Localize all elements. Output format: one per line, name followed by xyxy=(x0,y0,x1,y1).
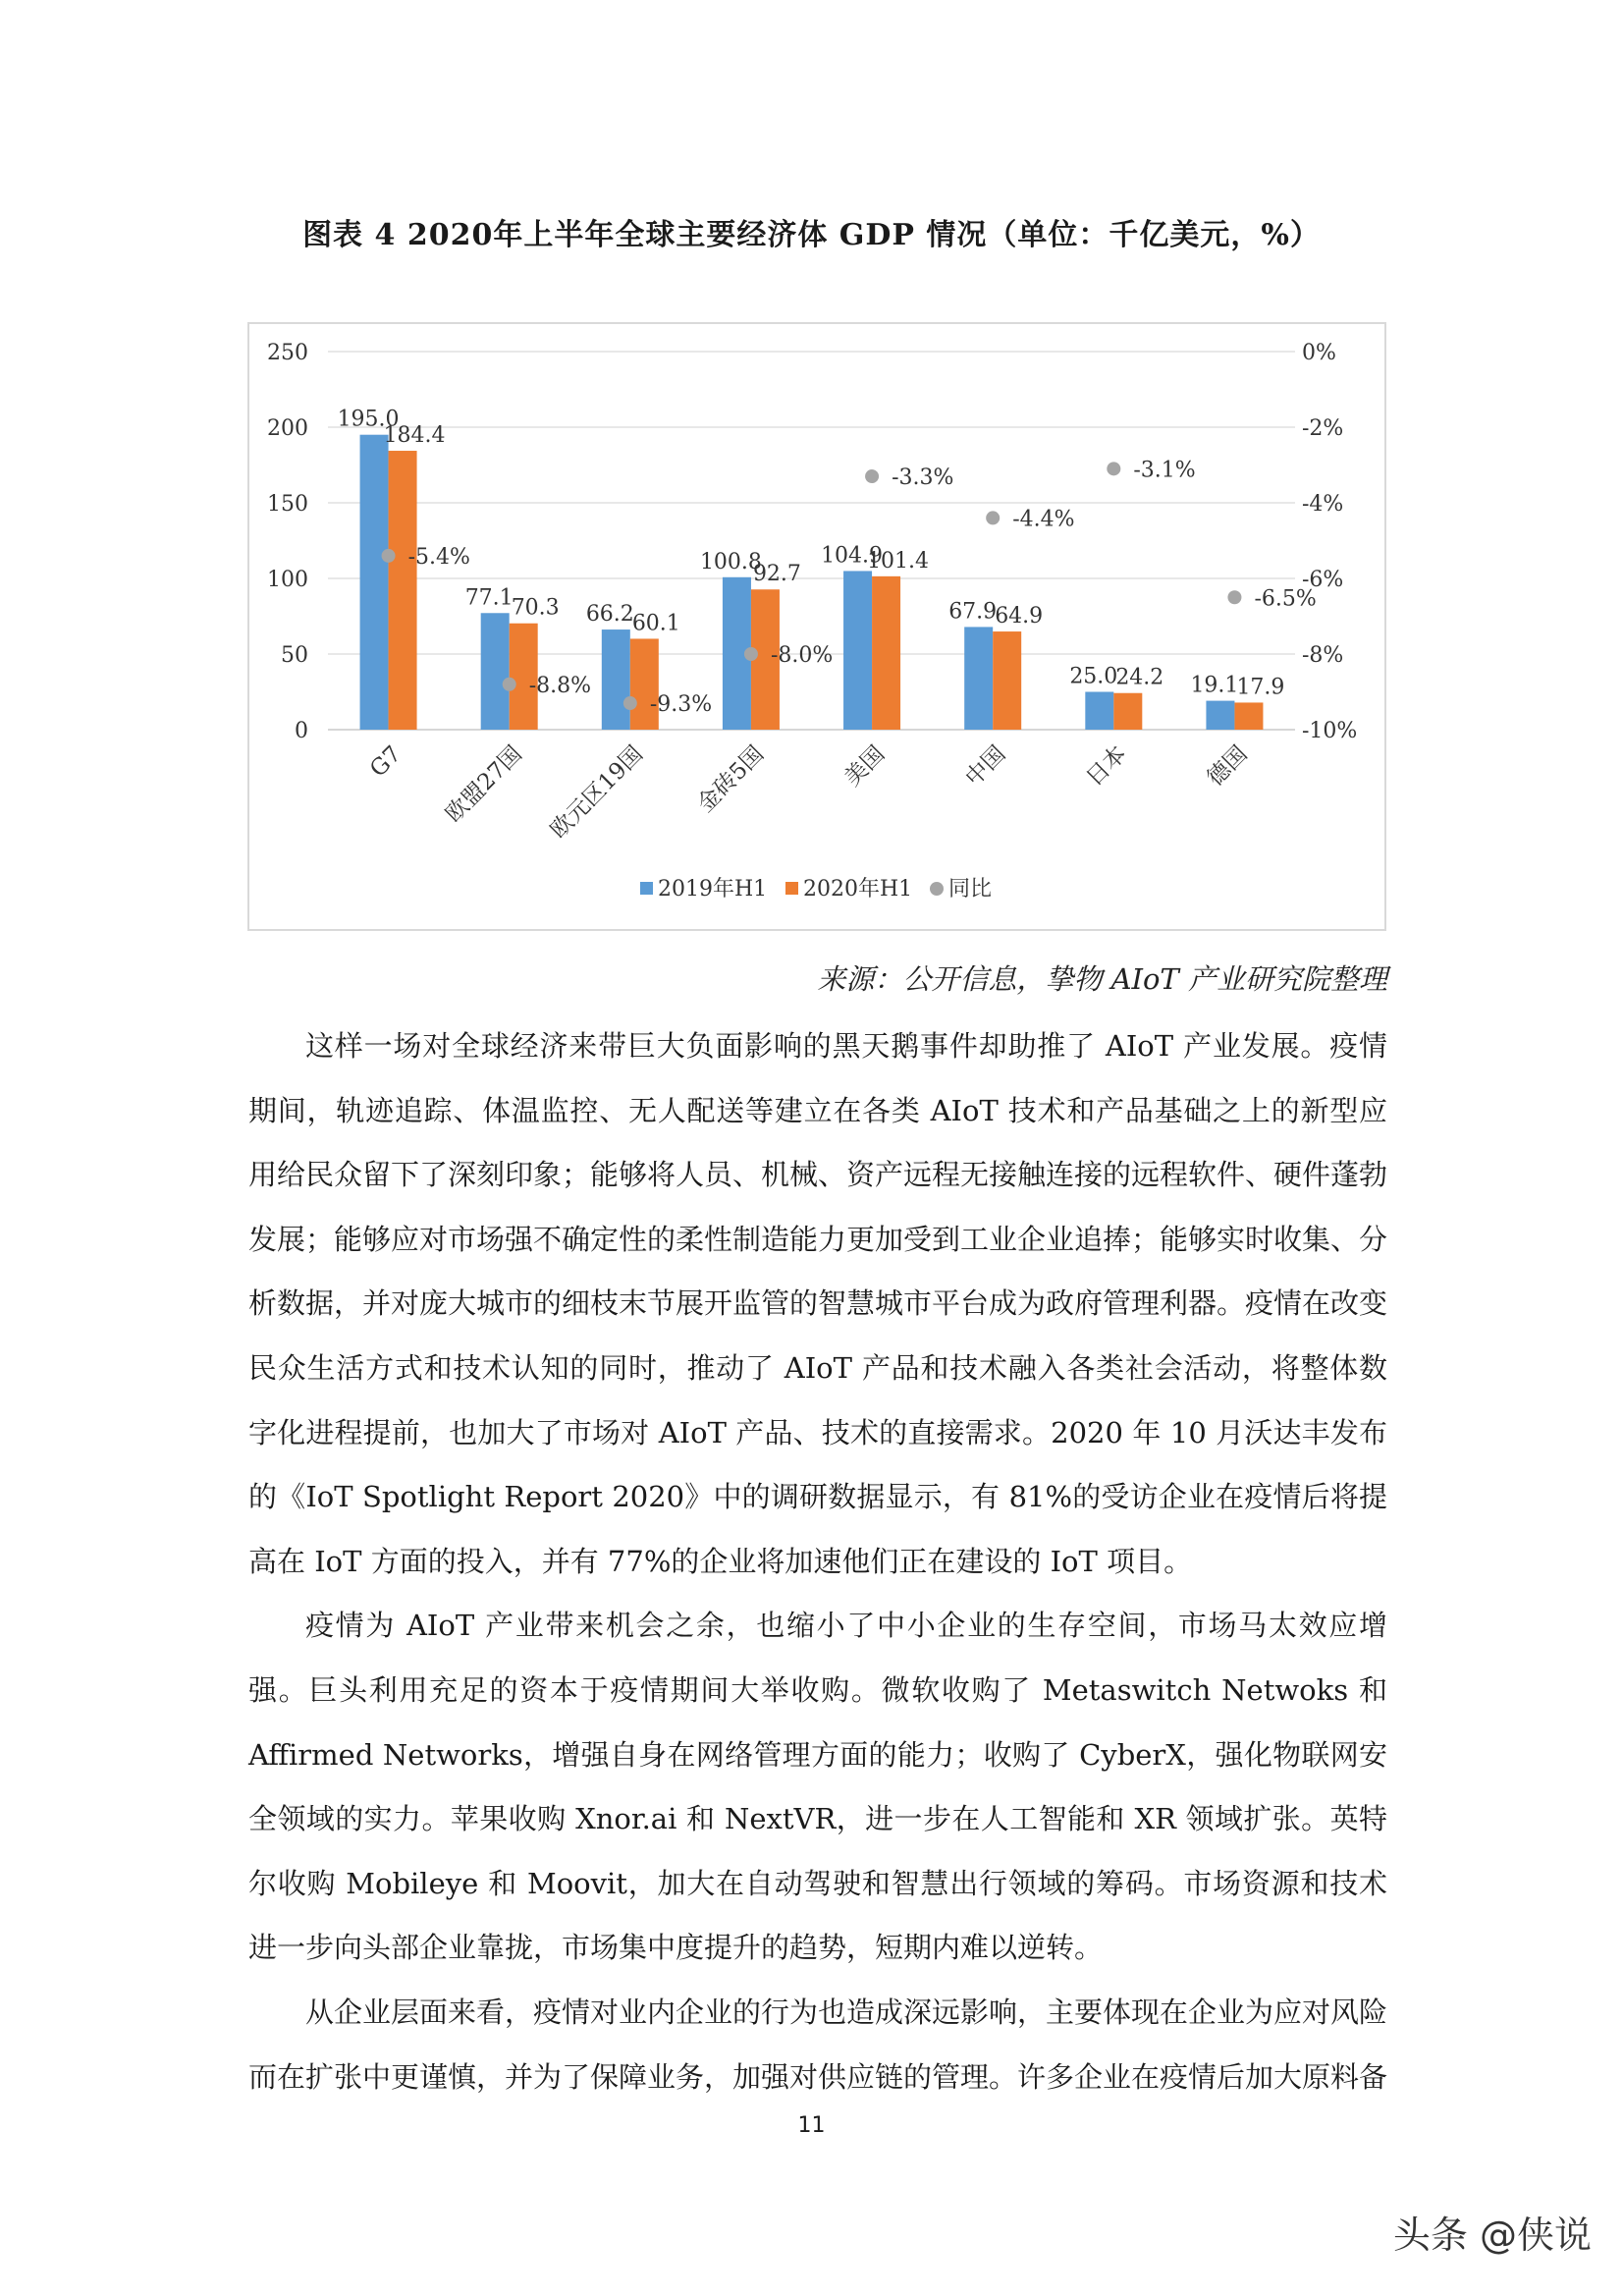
category-label: G7 xyxy=(365,740,406,783)
category-label: 日本 xyxy=(1081,740,1132,792)
bar-2020h1 xyxy=(1234,702,1263,730)
bar-2019h1 xyxy=(602,629,630,730)
yoy-point xyxy=(503,678,516,691)
bar-2019h1 xyxy=(1206,701,1234,730)
y-tick-label: 250 xyxy=(267,341,308,365)
paragraph-3: 从企业层面来看，疫情对业内企业的行为也造成深远影响，主要体现在企业为应对风险而在扩张中更谨慎，并为了保障业务，加强对供应链的管理。许多企业在疫情后加大原料备 xyxy=(248,1995,1388,2094)
bar-data-label: 66.2 xyxy=(585,602,634,628)
category-label: 欧元区19国 xyxy=(545,740,649,845)
category-label: 德国 xyxy=(1202,740,1253,792)
bar-data-label: 101.4 xyxy=(867,548,930,574)
legend-label: 2020年H1 xyxy=(803,877,913,902)
y2-tick-label: 0% xyxy=(1302,341,1336,365)
bar-data-label: 67.9 xyxy=(948,599,998,625)
yoy-data-label: -3.1% xyxy=(1133,458,1196,483)
bar-2019h1 xyxy=(481,613,510,730)
yoy-point xyxy=(623,696,637,710)
article-body xyxy=(248,1014,1387,2109)
figure-source: 来源：公开信息，挚物 AIoT 产业研究院整理 xyxy=(817,962,1387,996)
bar-data-label: 17.9 xyxy=(1236,675,1285,700)
y2-tick-label: -6% xyxy=(1302,568,1344,592)
bar-data-label: 25.0 xyxy=(1069,664,1118,689)
watermark: 头条 @侠说 xyxy=(1392,2214,1592,2257)
legend-marker-yoy xyxy=(930,882,944,896)
category-label: 美国 xyxy=(839,740,891,792)
category-label: 中国 xyxy=(960,740,1011,792)
paragraph-2: 疫情为 AIoT 产业带来机会之余，也缩小了中小企业的生存空间，市场马太效应增强。巨头利用充足的资本于疫情期间大举收购。微软收购了 Metaswitch Netwoks 和 Affirmed Networks，增强自身在网络管理方面的能力；收购了 CyberX，强化物联网安全领域的实力。苹果收购 Xnor.ai 和 NextVR，进一步在人工智能和 XR 领域扩张。英特尔收购 Mobileye 和 Moovit，加大在自动驾驶和智慧出行领域的筹码。市场资源和技术进一步向头部企业靠拢，市场集中度提升的趋势，短期内难以逆转。 xyxy=(248,1609,1387,1965)
legend-label: 同比 xyxy=(948,877,993,902)
bar-2020h1 xyxy=(993,631,1021,730)
bar-2019h1 xyxy=(964,627,993,730)
yoy-point xyxy=(865,469,879,483)
bar-data-label: 195.0 xyxy=(337,407,400,432)
page-number: 11 xyxy=(797,2113,826,2138)
y-tick-label: 200 xyxy=(267,416,308,441)
yoy-data-label: -8.8% xyxy=(528,673,592,698)
category-label: 欧盟27国 xyxy=(441,740,527,828)
bar-data-label: 60.1 xyxy=(631,611,680,636)
yoy-point xyxy=(382,549,396,563)
yoy-point xyxy=(986,511,1000,524)
legend-marker-bar xyxy=(640,882,653,895)
bar-2020h1 xyxy=(1113,693,1142,730)
y-tick-label: 0 xyxy=(295,719,308,743)
yoy-data-label: -4.4% xyxy=(1012,507,1075,532)
bar-data-label: 92.7 xyxy=(752,562,801,587)
y2-tick-label: -4% xyxy=(1302,492,1344,517)
bar-data-label: 100.8 xyxy=(699,549,762,574)
bar-data-label: 24.2 xyxy=(1115,665,1164,690)
legend-label: 2019年H1 xyxy=(658,877,768,902)
bar-2019h1 xyxy=(1085,692,1113,731)
category-label: 金砖5国 xyxy=(692,740,770,818)
y-tick-label: 150 xyxy=(267,492,308,517)
bar-data-label: 70.3 xyxy=(511,595,560,621)
bar-data-label: 77.1 xyxy=(464,585,514,611)
bar-2020h1 xyxy=(872,576,900,730)
y2-tick-label: -8% xyxy=(1302,643,1344,668)
yoy-point xyxy=(1227,590,1241,604)
legend-marker-bar xyxy=(785,882,798,895)
y-tick-label: 100 xyxy=(267,568,308,592)
bar-2019h1 xyxy=(360,435,389,730)
gdp-chart-svg xyxy=(249,324,1384,929)
yoy-data-label: -8.0% xyxy=(770,643,834,668)
bar-data-label: 19.1 xyxy=(1190,673,1239,698)
yoy-point xyxy=(1107,462,1120,475)
bar-2019h1 xyxy=(843,571,872,730)
y2-tick-label: -2% xyxy=(1302,416,1344,441)
yoy-data-label: -5.4% xyxy=(407,544,470,570)
figure-title: 图表 4 2020年上半年全球主要经济体 GDP 情况（单位：千亿美元，%） xyxy=(302,218,1321,252)
bar-data-label: 184.4 xyxy=(383,423,446,449)
bar-2020h1 xyxy=(389,451,417,730)
bar-data-label: 104.9 xyxy=(821,543,884,569)
y-tick-label: 50 xyxy=(281,643,308,668)
gdp-chart xyxy=(247,322,1386,931)
yoy-data-label: -6.5% xyxy=(1254,586,1317,612)
yoy-point xyxy=(744,647,758,661)
bar-data-label: 64.9 xyxy=(995,604,1044,629)
y2-tick-label: -10% xyxy=(1302,719,1358,743)
yoy-data-label: -3.3% xyxy=(892,465,954,491)
yoy-data-label: -9.3% xyxy=(649,692,713,718)
paragraph-1: 这样一场对全球经济来带巨大负面影响的黑天鹅事件却助推了 AIoT 产业发展。疫情期间，轨迹追踪、体温监控、无人配送等建立在各类 AIoT 技术和产品基础之上的新型应用给民众留下了深刻印象；能够将人员、机械、资产远程无接触连接的远程软件、硬件蓬勃发展；能够应对市场强不确定性的柔性制造能力更加受到工业企业追捧；能够实时收集、分析数据，并对庞大城市的细枝末节展开监管的智慧城市平台成为政府管理利器。疫情在改变民众生活方式和技术认知的同时，推动了 AIoT 产品和技术融入各类社会活动，将整体数字化进程提前，也加大了市场对 AIoT 产品、技术的直接需求。2020 年 10 月沃达丰发布的《IoT Spotlight Report 2020》中的调研数据显示，有 81%的受访企业在疫情后将提高在 IoT 方面的投入，并有 77%的企业将加速他们正在建设的 IoT 项目。 xyxy=(248,1029,1388,1578)
